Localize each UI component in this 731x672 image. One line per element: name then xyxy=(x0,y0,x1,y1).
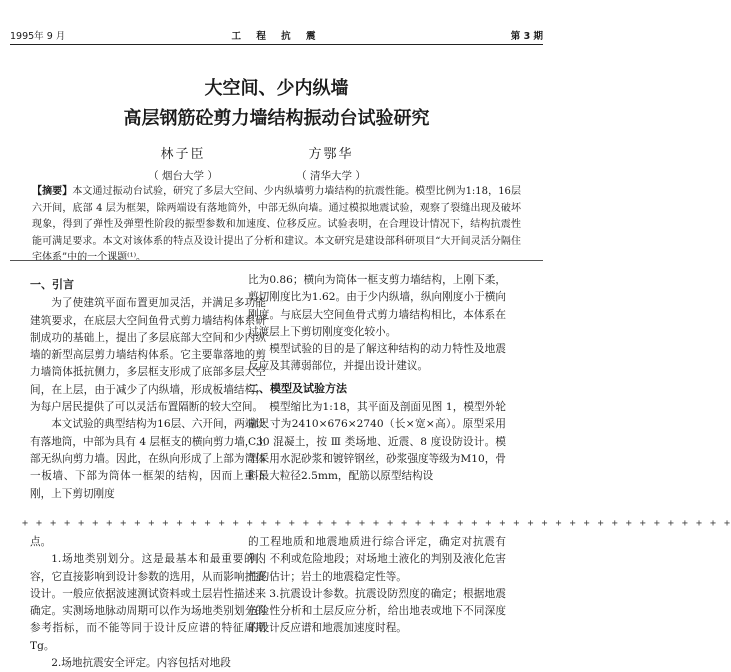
issue-date: 1995年 9 月 xyxy=(10,31,66,42)
header-rule xyxy=(10,44,543,45)
author-name: 林子臣 xyxy=(160,147,206,162)
paragraph: 2.场地抗震安全评定。内容包括对地段 xyxy=(51,657,231,670)
right-column-top xyxy=(248,272,506,486)
page-cut-marks: + + + + + + + + + + + + + + + + + + + + + + + + + + + + + + + + + + + + + + + + + + + + + + + + + + + xyxy=(22,518,731,529)
right-column-bottom xyxy=(248,534,506,638)
paragraph: 比为0.86；横向为筒体一框支剪力墙结构，上刚下柔，剪切刚度比为1.62。由于少内纵墙，纵向刚度小于横向刚度。与底层大空间鱼骨式剪力墙结构相比，本体系在过渡层上下剪切刚度变化较小。 xyxy=(248,274,506,338)
paper-title-line-1: 大空间、少内纵墙 xyxy=(204,78,349,99)
author-2 xyxy=(276,143,386,183)
author-1 xyxy=(128,143,238,183)
abstract-rule xyxy=(10,260,543,261)
paragraph: 3.抗震设计参数。抗震设防烈度的确定；根据地震危险性分析和土层反应分析，给出地表或地下不同深度的设计反应谱和地震加速度时程。 xyxy=(248,587,506,635)
left-column-bottom xyxy=(30,534,266,672)
paragraph: 模型试验的目的是了解这种结构的动力特性及地震反应及其薄弱部位，并提出设计建议。 xyxy=(248,343,506,373)
author-affiliation: （ 烟台大学 ） xyxy=(148,170,218,182)
section-2-heading: 二、模型及试验方法 xyxy=(248,381,347,395)
paper-title-line-2: 高层钢筋砼剪力墙结构振动台试验研究 xyxy=(123,108,430,129)
paragraph: 模型缩比为1:18，其平面及剖面见图 1，模型外轮廓尺寸为2410×676×2740（长×宽×高）。原型采用 C30 混凝土，按 Ⅲ 类场地、近震、8 度设防设计。模型采用水泥砂浆和镀锌钢丝，砂浆强度等级为M10，骨料最大粒径2.5mm，配筋以原型结构设 xyxy=(248,401,506,483)
section-1-heading: 一、引言 xyxy=(30,278,74,291)
paragraph: 的工程地质和地震地质进行综合评定，确定对抗震有利、不利或危险地段；对场地土液化的判别及液化危害性的估计；岩土的地震稳定性等。 xyxy=(248,536,506,583)
paragraph: 点。 xyxy=(30,536,52,548)
abstract-text: 本文通过振动台试验，研究了多层大空间、少内纵墙剪力墙结构的抗震性能。模型比例为1:18，16层六开间，底部 4 层为框架，除两端设有落地筒外，中部无纵向墙。通过模拟地震试验，观察了裂缝出现及破坏现象，得到了弹性及弹塑性阶段的振型参数和加速度、位移反应。试验表明，在合理设计情况下，结构抗震性能可满足要求。本文对该体系的特点及设计提出了分析和建议。本文研究是建设部科研项目“大开间灵活分隔住宅体系”中的一个课题⁽¹⁾。 xyxy=(32,186,522,263)
paragraph: 1.场地类别划分。这是最基本和最重要的内容，它直接影响到设计参数的选用，从而影响抗震设计。一般应依据波速测试资料或土层岩性描述来确定。实测场地脉动周期可以作为场地类别划分的参考指标，而不能等同于设计反应谱的特征周期Tg。 xyxy=(30,553,266,652)
left-column-top xyxy=(30,272,266,503)
journal-name: 工 程 抗 震 xyxy=(231,31,322,42)
abstract-tag: 【摘要】 xyxy=(32,186,73,197)
paragraph: 为了使建筑平面布置更加灵活，并满足多功能建筑要求，在底层大空间鱼骨式剪力墙结构体系研制成功的基础上，提出了多层底部大空间和少内纵墙的新型高层剪力墙结构体系。它主要靠落地的剪力墙筒体抵抗侧力，多层框支形成了底部多层大空间，在上层，由于减少了内纵墙，形成板墙结构，为每户居民提供了可以灵活布置隔断的较大空间。 xyxy=(30,297,266,414)
author-name: 方鄂华 xyxy=(308,147,354,162)
running-header xyxy=(10,28,543,44)
paragraph: 本文试验的典型结构为16层、六开间，两端设有落地筒，中部为具有 4 层框支的横向剪力墙，上部无纵向剪力墙。因此，在纵向形成了上部为筒体一板墙、下部为筒体一框架的结构，因而上重下刚，上下剪切刚度 xyxy=(30,418,266,500)
abstract xyxy=(32,184,521,267)
author-affiliation: （ 清华大学 ） xyxy=(296,170,366,182)
issue-number: 第 3 期 xyxy=(510,31,543,42)
